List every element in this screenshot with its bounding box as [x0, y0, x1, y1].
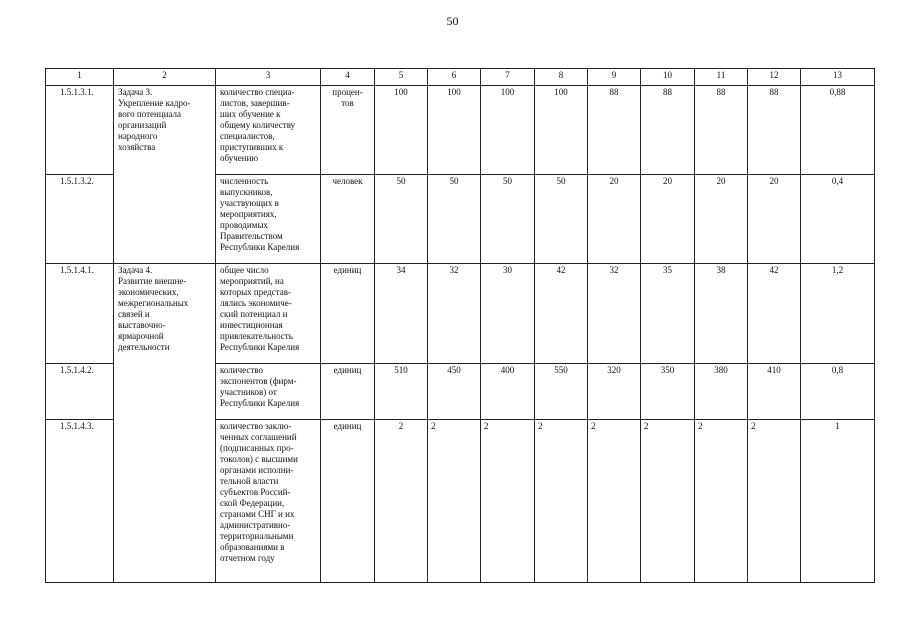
value-cell: 88 — [748, 86, 801, 175]
row-code: 1.5.1.4.3. — [46, 420, 114, 583]
value-cell: 32 — [428, 264, 481, 364]
unit-cell: процен- тов — [321, 86, 375, 175]
value-cell: 88 — [588, 86, 641, 175]
column-header: 6 — [428, 69, 481, 86]
indicator-cell: количество специа- листов, завершив- ших обучение к общему количеству специалистов, приступивших к обучению — [216, 86, 321, 175]
value-cell: 35 — [641, 264, 695, 364]
value-cell: 2 — [428, 420, 481, 583]
column-header: 9 — [588, 69, 641, 86]
value-cell: 510 — [375, 364, 428, 420]
value-cell: 32 — [588, 264, 641, 364]
column-header: 11 — [695, 69, 748, 86]
indicator-cell: численность выпускников, участвующих в мероприятиях, проводимых Правительством Республики Карелия — [216, 175, 321, 264]
value-cell: 42 — [535, 264, 588, 364]
task-cell: Задача 4. Развитие внешне- экономических, межрегиональных связей и выставочно- ярмарочной деятельности — [114, 264, 216, 583]
value-cell: 100 — [535, 86, 588, 175]
indicators-table — [45, 68, 875, 583]
column-header: 10 — [641, 69, 695, 86]
value-cell: 100 — [375, 86, 428, 175]
value-cell: 550 — [535, 364, 588, 420]
value-cell: 50 — [481, 175, 535, 264]
row-code: 1.5.1.3.1. — [46, 86, 114, 175]
value-cell: 20 — [588, 175, 641, 264]
value-cell: 50 — [375, 175, 428, 264]
value-cell: 2 — [748, 420, 801, 583]
column-header: 7 — [481, 69, 535, 86]
value-cell: 2 — [695, 420, 748, 583]
table-row — [46, 86, 875, 175]
unit-cell: человек — [321, 175, 375, 264]
page-number: 50 — [446, 14, 459, 28]
task-cell: Задача 3. Укрепление кадро- вого потенциала организаций народного хозяйства — [114, 86, 216, 264]
unit-cell: единиц — [321, 264, 375, 364]
value-cell: 20 — [748, 175, 801, 264]
column-header: 5 — [375, 69, 428, 86]
value-cell: 42 — [748, 264, 801, 364]
unit-cell: единиц — [321, 420, 375, 583]
value-cell: 350 — [641, 364, 695, 420]
indicator-cell: общее число мероприятий, на которых представ- лялись экономиче- ский потенциал и инвестиционная привлекательность Республики Карелия — [216, 264, 321, 364]
value-cell: 0,4 — [801, 175, 875, 264]
value-cell: 1,2 — [801, 264, 875, 364]
value-cell: 88 — [695, 86, 748, 175]
row-code: 1.5.1.4.2. — [46, 364, 114, 420]
column-header: 13 — [801, 69, 875, 86]
value-cell: 50 — [535, 175, 588, 264]
unit-cell: единиц — [321, 364, 375, 420]
column-header: 4 — [321, 69, 375, 86]
value-cell: 88 — [641, 86, 695, 175]
column-header: 12 — [748, 69, 801, 86]
value-cell: 410 — [748, 364, 801, 420]
value-cell: 0,88 — [801, 86, 875, 175]
value-cell: 20 — [641, 175, 695, 264]
value-cell: 450 — [428, 364, 481, 420]
value-cell: 400 — [481, 364, 535, 420]
value-cell: 2 — [481, 420, 535, 583]
value-cell: 100 — [428, 86, 481, 175]
value-cell: 50 — [428, 175, 481, 264]
value-cell: 20 — [695, 175, 748, 264]
column-header: 2 — [114, 69, 216, 86]
value-cell: 2 — [588, 420, 641, 583]
indicator-cell: количество заклю- ченных соглашений (подписанных про- токолов) с высшими органами исполни- тельной власти субъектов Россий- ской Федерации, странами СНГ и их административно- территориальными образованиями в отчетном году — [216, 420, 321, 583]
value-cell: 0,8 — [801, 364, 875, 420]
row-code: 1.5.1.4.1. — [46, 264, 114, 364]
value-cell: 100 — [481, 86, 535, 175]
value-cell: 2 — [535, 420, 588, 583]
value-cell: 320 — [588, 364, 641, 420]
column-header: 3 — [216, 69, 321, 86]
value-cell: 38 — [695, 264, 748, 364]
row-code: 1.5.1.3.2. — [46, 175, 114, 264]
column-header: 8 — [535, 69, 588, 86]
table-row — [46, 264, 875, 364]
value-cell: 2 — [375, 420, 428, 583]
column-header: 1 — [46, 69, 114, 86]
value-cell: 2 — [641, 420, 695, 583]
value-cell: 30 — [481, 264, 535, 364]
value-cell: 380 — [695, 364, 748, 420]
value-cell: 1 — [801, 420, 875, 583]
indicator-cell: количество экспонентов (фирм- участников) от Республики Карелия — [216, 364, 321, 420]
value-cell: 34 — [375, 264, 428, 364]
header-row — [46, 69, 875, 86]
